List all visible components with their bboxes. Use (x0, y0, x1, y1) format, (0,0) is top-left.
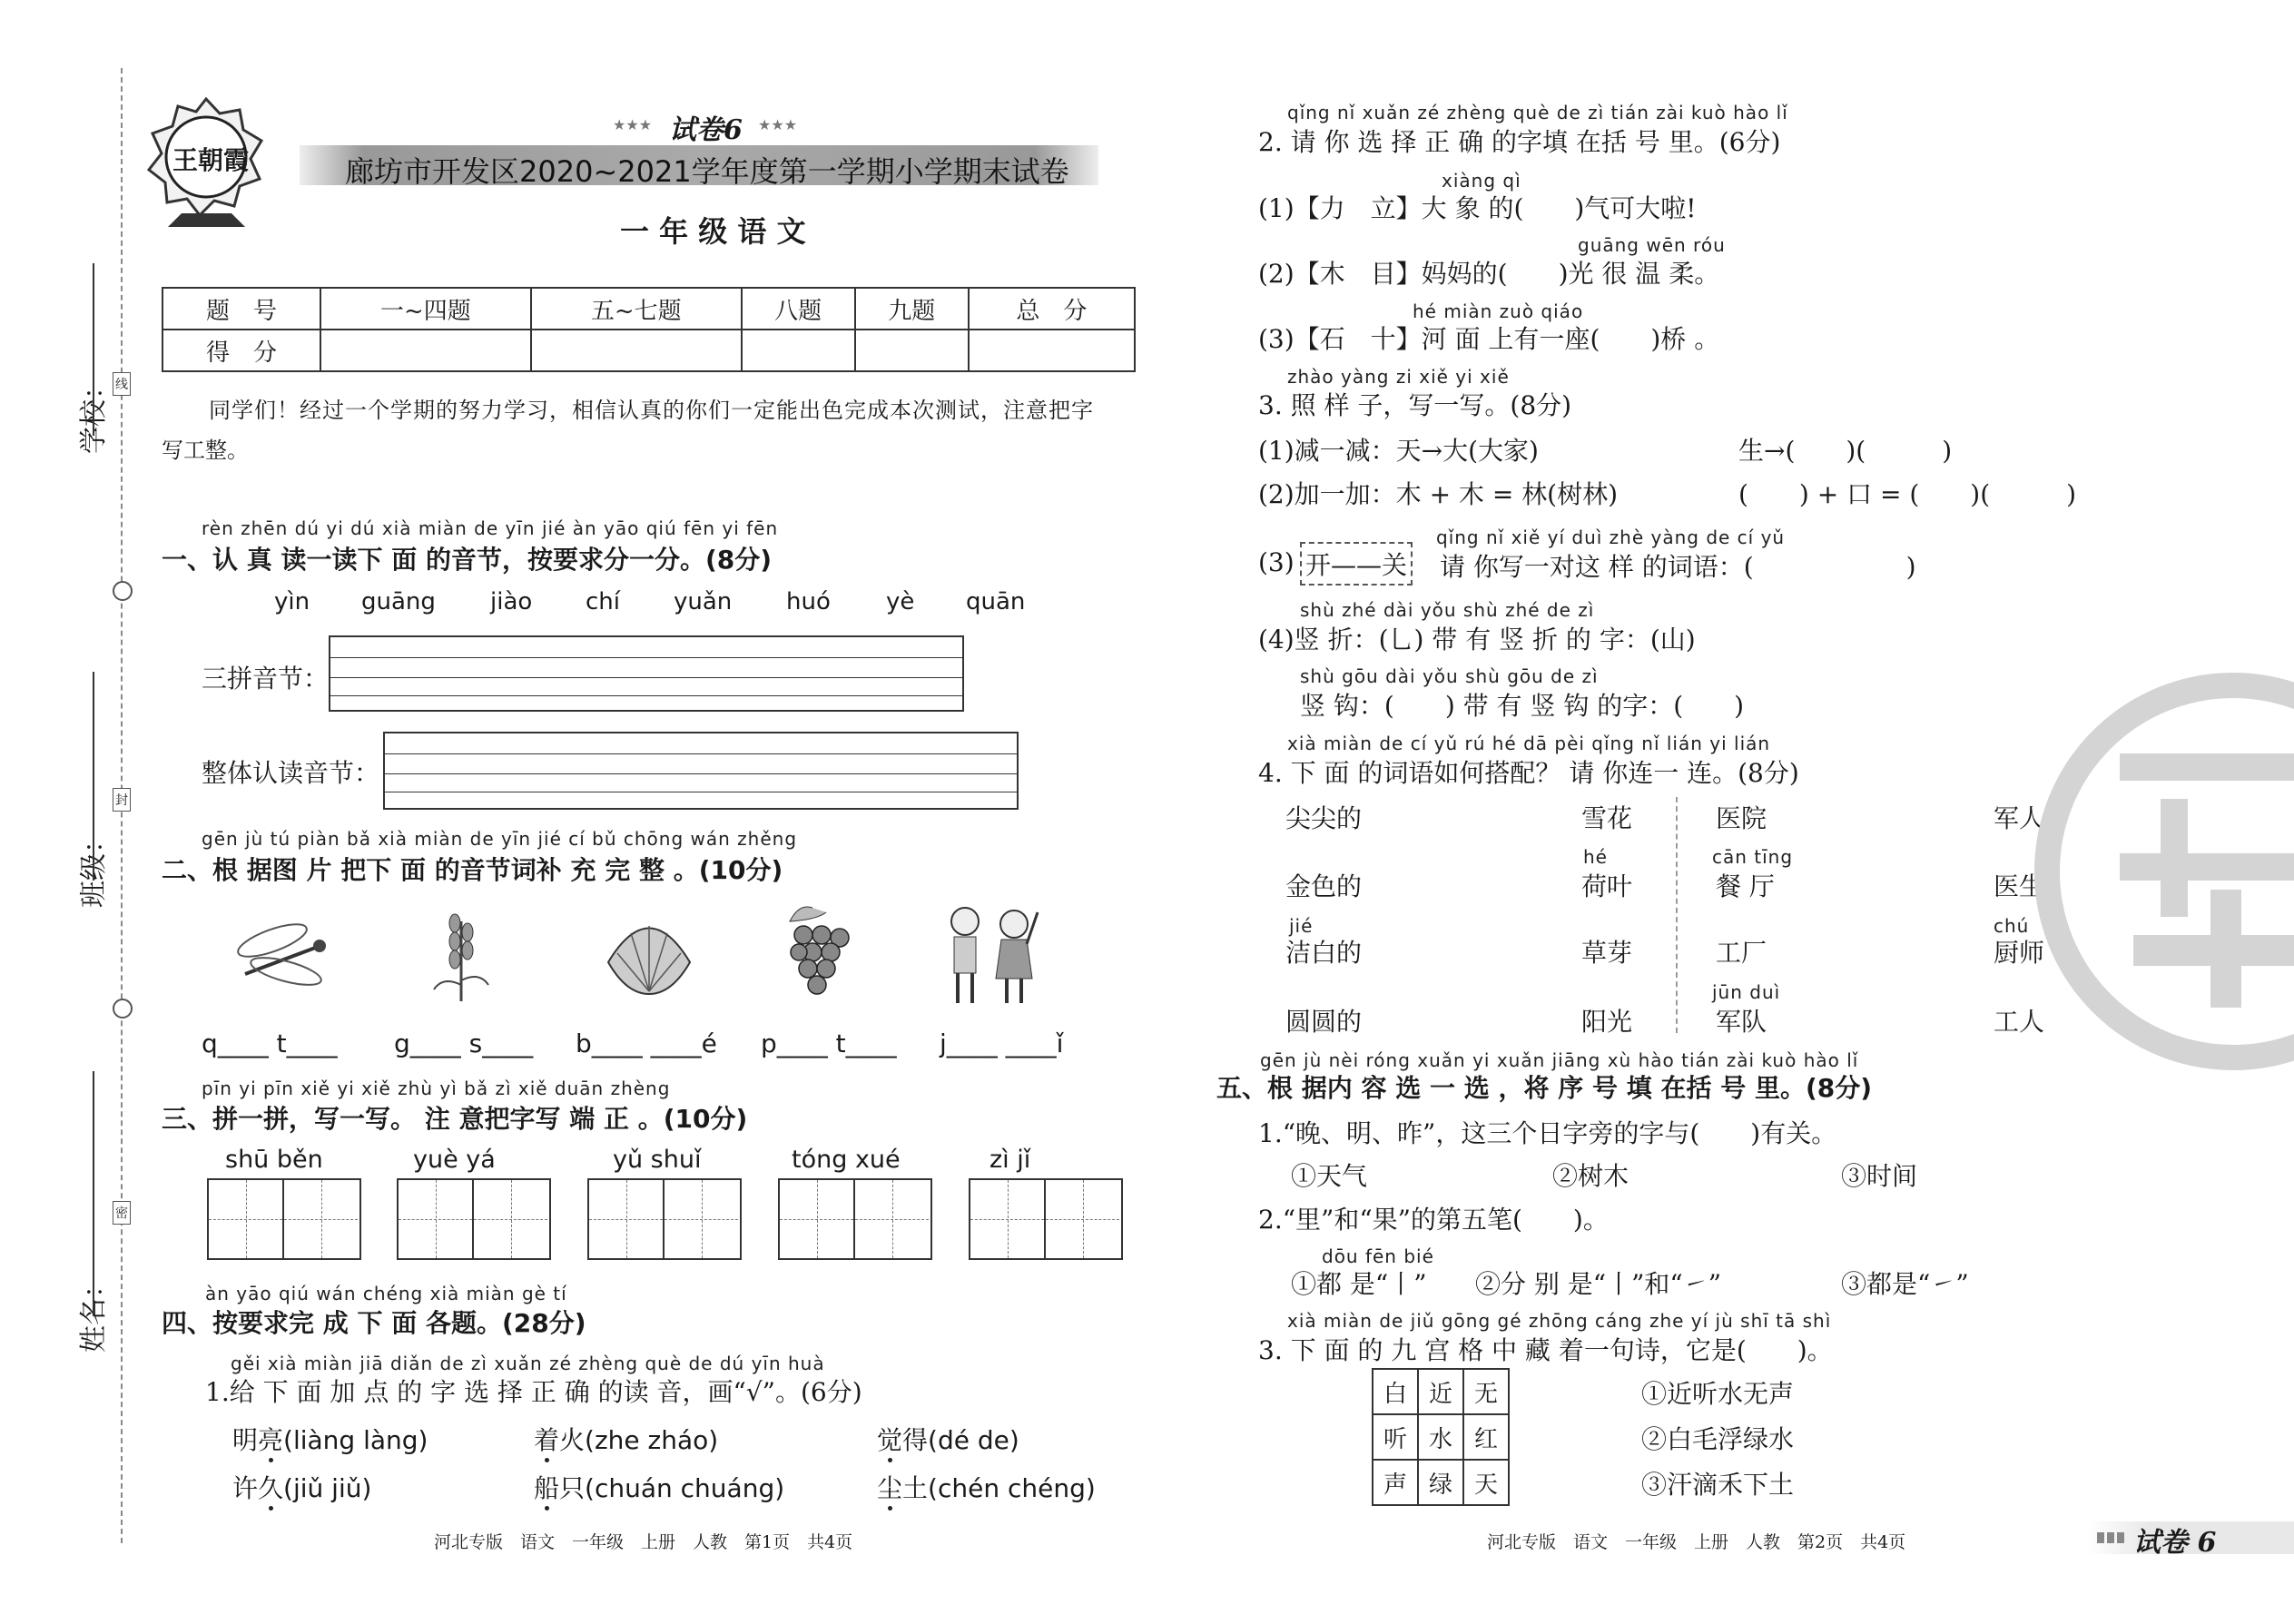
s5-q3-option[interactable]: ②白毛浮绿水 (1641, 1424, 1795, 1454)
writing-grid[interactable] (587, 1178, 742, 1260)
dotted-char: 亮 (258, 1425, 284, 1455)
s2-blank[interactable]: p____ t____ (761, 1029, 897, 1058)
paper-tag-label: 试卷 6 (2133, 1527, 2217, 1559)
q3-subtract-answer[interactable]: 生→( )( ) (1738, 436, 1953, 466)
s4-q1-pinyin: gěi xià miàn jiā diǎn de zì xuǎn zé zhèng què de dú yīn huà (231, 1353, 825, 1374)
binding-mi-mark: 密 (113, 1201, 131, 1225)
s5-q2-option[interactable]: ③都是“㇀” (1841, 1269, 1969, 1299)
s5-q3: 3. 下 面 的 九 宫 格 中 藏 着一句诗，它是( )。 (1258, 1335, 1833, 1365)
match-word[interactable]: 工人 (1994, 1007, 2045, 1037)
match-word[interactable]: 厨师 (1994, 938, 2045, 968)
syllable: huó (786, 588, 831, 615)
match-word[interactable]: 工厂 (1716, 938, 1767, 968)
q3-add: (2)加一加：木 + 木 = 林(树林) (1258, 479, 1619, 509)
q2-pinyin: qǐng nǐ xuǎn zé zhèng què de zì tián zài kuò hào lǐ (1287, 102, 1788, 123)
s1-pinyin: rèn zhēn dú yi dú xià miàn de yīn jié àn yāo qiú fēn yi fēn (202, 517, 779, 539)
dotted-char: 尘 (877, 1473, 903, 1503)
s5-q1-option[interactable]: ③时间 (1841, 1161, 1918, 1191)
nine-square-grid (1372, 1368, 1510, 1506)
match-word[interactable]: 军人 (1994, 803, 2045, 833)
s1-answer-lines-1[interactable] (329, 635, 964, 712)
logo-text: 王朝霞 (172, 145, 250, 175)
match-word[interactable]: 金色的 (1285, 871, 1363, 901)
s5-title: 五、根 据内 容 选 一 选 ，将 序 号 填 在括 号 里。(8分) (1216, 1073, 1873, 1103)
match-word[interactable]: 医生 (1994, 871, 2045, 901)
match-word-pinyin: jié (1289, 915, 1314, 937)
match-word[interactable]: 荷叶 (1581, 871, 1633, 901)
syllable: guāng (361, 588, 436, 615)
s2-title: 二、根 据图 片 把下 面 的音节词补 充 完 整 。(10分) (162, 855, 783, 885)
school-underline (93, 263, 94, 436)
paper-number: 试卷6 (669, 114, 743, 146)
score-header: 总 分 (969, 288, 1135, 330)
q3-title: 3. 照 样 子，写一写。(8分) (1258, 390, 1572, 420)
pinyin-options: (jiǔ jiǔ) (283, 1473, 372, 1503)
reading-item[interactable] (534, 1421, 718, 1457)
syllable: yè (886, 588, 915, 615)
q2-item[interactable]: (2)【木 目】妈妈的( )光 很 温 柔。 (1258, 259, 1720, 289)
writing-grid[interactable] (969, 1178, 1123, 1260)
dotted-char: 久 (258, 1473, 284, 1503)
s5-q3-option[interactable]: ①近听水无声 (1641, 1379, 1795, 1409)
s3-word-pinyin: yǔ shuǐ (613, 1146, 702, 1174)
q2-item[interactable]: (3)【石 十】河 面 上有一座( )桥 。 (1258, 324, 1720, 354)
intro-text-line2: 写工整。 (162, 438, 249, 463)
class-underline (93, 672, 94, 881)
grid-char: 声 (1373, 1460, 1418, 1505)
match-word[interactable]: 雪花 (1581, 803, 1633, 833)
wheat-image (425, 903, 497, 1003)
item-char: 只 (559, 1473, 586, 1503)
s4-pinyin: àn yāo qiú wán chéng xià miàn gè tí (205, 1283, 567, 1304)
grid-char: 绿 (1418, 1460, 1463, 1505)
q3-opposite-prompt[interactable]: 请 你写一对这 样 的词语：( ) (1440, 552, 1916, 582)
s3-word-pinyin: tóng xué (792, 1146, 901, 1174)
q3-hook-pinyin: shù gōu dài yǒu shù gōu de zì (1300, 665, 1599, 687)
binding-xian-mark: 线 (113, 372, 131, 396)
score-header: 九题 (855, 288, 969, 330)
grid-char: 天 (1463, 1460, 1509, 1505)
s5-pinyin: gēn jù nèi róng xuǎn yi xuǎn jiāng xù hào tián zài kuò hào lǐ (1260, 1049, 1859, 1071)
header-stars-right: ★★★ (758, 116, 798, 133)
s5-q1: 1.“晚、明、昨”，这三个日字旁的字与( )有关。 (1258, 1118, 1837, 1148)
q3-stroke-hook[interactable]: 竖 钩：( ) 带 有 竖 钩 的字：( ) (1300, 691, 1745, 721)
s2-blank[interactable]: g____ s____ (394, 1029, 534, 1058)
grid-char: 近 (1418, 1369, 1463, 1414)
s2-blank[interactable]: q____ t____ (202, 1029, 338, 1058)
s4-title: 四、按要求完 成 下 面 各题。(28分) (162, 1308, 586, 1338)
dotted-char: 觉 (877, 1425, 903, 1455)
score-cell[interactable] (855, 330, 969, 371)
score-cell[interactable] (320, 330, 531, 371)
s5-q1-option[interactable]: ②树木 (1552, 1161, 1629, 1191)
shell-image (599, 908, 699, 999)
score-cell[interactable] (742, 330, 855, 371)
grapes-image (772, 903, 862, 1003)
match-word[interactable]: 餐 厅 (1716, 871, 1775, 901)
match-word-pinyin: jūn duì (1712, 981, 1781, 1003)
pinyin-options: (liàng làng) (283, 1425, 428, 1455)
reading-item[interactable] (877, 1421, 1019, 1457)
q3-opposite-prefix: (3) (1258, 547, 1295, 577)
binding-feng-mark: 封 (113, 788, 131, 812)
binding-class-label: 班级： (78, 826, 110, 908)
binding-hole-1 (113, 581, 133, 601)
item-char: 明 (232, 1425, 259, 1455)
subject-title: 一 年 级 语 文 (620, 214, 806, 249)
pinyin-options: (chuán chuáng) (585, 1473, 785, 1503)
s3-title: 三、拼一拼，写一写。 注 意把字写 端 正 。(10分) (162, 1104, 748, 1134)
match-word[interactable]: 草芽 (1581, 938, 1633, 968)
page-footer-left: 河北专版 语文 一年级 上册 人教 第1页 共4页 (434, 1532, 853, 1552)
writing-grid[interactable] (207, 1178, 361, 1260)
reading-item[interactable] (232, 1469, 371, 1505)
match-word-pinyin: cān tīng (1712, 846, 1794, 868)
score-header: 五~七题 (531, 288, 742, 330)
s3-word-pinyin: zì jǐ (989, 1146, 1031, 1174)
binding-hole-2 (113, 999, 133, 1019)
dotted-char: 着 (534, 1425, 560, 1455)
syllable: chí (586, 588, 620, 615)
s5-q2-option[interactable]: ①都 是“丨” (1291, 1269, 1427, 1299)
match-word[interactable]: 尖尖的 (1285, 803, 1363, 833)
dotted-char: 船 (534, 1473, 560, 1503)
s3-word-pinyin: yuè yá (413, 1146, 496, 1174)
item-char: 得 (902, 1425, 929, 1455)
pinyin-options: (dé de) (928, 1425, 1019, 1455)
match-word[interactable]: 医院 (1716, 803, 1767, 833)
dragonfly-image (218, 906, 336, 997)
s1-title: 一、认 真 读一读下 面 的音节，按要求分一分。(8分) (162, 545, 773, 575)
q3-opposite-pinyin: qǐng nǐ xiě yí duì zhè yàng de cí yǔ (1436, 527, 1786, 548)
score-header: 八题 (742, 288, 855, 330)
item-char: 许 (232, 1473, 259, 1503)
match-word-pinyin: chú (1994, 915, 2030, 937)
syllable: quān (966, 588, 1026, 615)
item-char: 火 (559, 1425, 586, 1455)
score-row-label: 得 分 (162, 330, 320, 371)
reading-item[interactable] (534, 1469, 784, 1505)
grid-char: 白 (1373, 1369, 1418, 1414)
s1-label-triple: 三拼音节： (202, 664, 330, 694)
syllable: yìn (274, 588, 310, 615)
q4-divider (1676, 797, 1678, 1033)
intro-text-line1: 同学们！经过一个学期的努力学习，相信认真的你们一定能出色完成本次测试，注意把字 (209, 398, 1094, 423)
reading-item[interactable] (232, 1421, 428, 1457)
children-image (930, 899, 1049, 1008)
q2-item-pinyin: guāng wēn róu (1578, 234, 1726, 256)
match-word[interactable]: 阳光 (1581, 1007, 1633, 1037)
s2-pinyin: gēn jù tú piàn bǎ xià miàn de yīn jié cí bǔ chōng wán zhěng (202, 828, 798, 850)
q3-stroke-pinyin: shù zhé dài yǒu shù zhé de zì (1300, 599, 1595, 621)
q2-item-pinyin: xiàng qì (1442, 170, 1521, 192)
binding-name-label: 姓名： (78, 1271, 110, 1353)
score-cell[interactable] (969, 330, 1135, 371)
s5-q3-option[interactable]: ③汗滴禾下土 (1641, 1470, 1795, 1500)
item-char: 土 (902, 1473, 929, 1503)
score-cell[interactable] (531, 330, 742, 371)
score-header: 一~四题 (320, 288, 531, 330)
q2-title: 2. 请 你 选 择 正 确 的字填 在括 号 里。(6分) (1258, 127, 1781, 157)
syllable: jiào (490, 588, 533, 615)
s5-q2-pinyin: dōu fēn bié (1322, 1245, 1434, 1267)
header-stars-left: ★★★ (613, 116, 653, 133)
grid-char: 听 (1373, 1414, 1418, 1460)
q3-opposite-example: 开——关 (1300, 542, 1413, 586)
writing-grid[interactable] (778, 1178, 932, 1260)
name-underline (93, 1071, 94, 1316)
q3-pinyin: zhào yàng zi xiě yi xiě (1287, 366, 1510, 388)
s2-blank[interactable]: b____ ____é (576, 1029, 717, 1058)
reading-item[interactable] (877, 1469, 1096, 1505)
grid-char: 无 (1463, 1369, 1509, 1414)
s1-label-whole: 整体认读音节： (202, 758, 380, 788)
match-word[interactable]: 军队 (1716, 1007, 1767, 1037)
page-footer-right: 河北专版 语文 一年级 上册 人教 第2页 共4页 (1487, 1532, 1906, 1552)
grid-char: 红 (1463, 1414, 1509, 1460)
s5-q2: 2.“里”和“果”的第五笔( )。 (1258, 1205, 1609, 1235)
s5-q3-pinyin: xià miàn de jiǔ gōng gé zhōng cáng zhe yí jù shī tā shì (1287, 1310, 1832, 1332)
q4-title: 4. 下 面 的词语如何搭配？ 请 你连一 连。(8分) (1258, 758, 1799, 788)
seal-watermark (2024, 672, 2294, 1071)
s3-word-pinyin: shū běn (225, 1146, 323, 1174)
writing-grid[interactable] (397, 1178, 551, 1260)
paper-tag-squares (2097, 1532, 2124, 1543)
match-word[interactable]: 圆圆的 (1285, 1007, 1363, 1037)
q2-item-pinyin: hé miàn zuò qiáo (1413, 300, 1584, 322)
q3-add-answer[interactable]: ( ) + 口 = ( )( ) (1738, 479, 2077, 509)
q2-item[interactable]: (1)【力 立】大 象 的( )气可大啦! (1258, 193, 1697, 223)
match-word-pinyin: hé (1583, 846, 1608, 868)
score-header: 题 号 (162, 288, 320, 330)
s1-answer-lines-2[interactable] (383, 732, 1019, 810)
s5-q2-option[interactable]: ②分 别 是“丨”和“㇀” (1475, 1269, 1722, 1299)
q4-pinyin: xià miàn de cí yǔ rú hé dā pèi qǐng nǐ lián yi lián (1287, 733, 1771, 754)
pinyin-options: (zhe zháo) (585, 1425, 719, 1455)
pinyin-options: (chén chéng) (928, 1473, 1096, 1503)
s3-pinyin: pīn yi pīn xiě yi xiě zhù yì bǎ zì xiě duān zhèng (202, 1078, 671, 1099)
match-word[interactable]: 洁白的 (1285, 938, 1363, 968)
exam-title: 廊坊市开发区2020~2021学年度第一学期小学期末试卷 (345, 154, 1069, 189)
s4-q1-title: 1.给 下 面 加 点 的 字 选 择 正 确 的读 音，画“√”。(6分) (205, 1377, 862, 1407)
score-table (162, 287, 1136, 372)
q3-subtract: (1)减一减：天→大(大家) (1258, 436, 1539, 466)
binding-school-label: 学校： (78, 372, 110, 454)
q3-stroke-bend[interactable]: (4)竖 折：(⺃) 带 有 竖 折 的 字：(山) (1258, 625, 1696, 655)
grid-char: 水 (1418, 1414, 1463, 1460)
syllable: yuǎn (674, 588, 733, 615)
s2-blank[interactable]: j____ ____ǐ (940, 1029, 1064, 1058)
s5-q1-option[interactable]: ①天气 (1291, 1161, 1368, 1191)
